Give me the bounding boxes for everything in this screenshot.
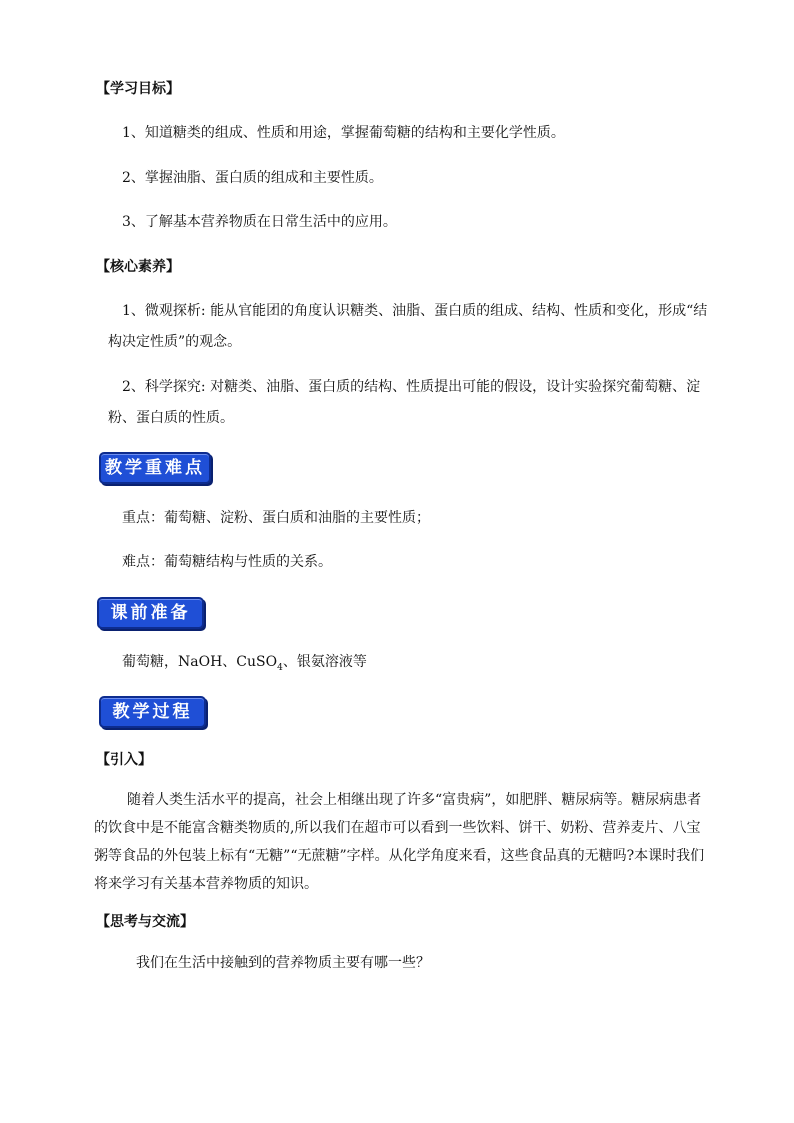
- preparation-text-after: 、银氨溶液等: [282, 654, 367, 670]
- literacy-item-2-line-2: 粉、蛋白质的性质。: [108, 410, 234, 426]
- literacy-heading: 【核心素养】: [96, 259, 180, 275]
- discuss-heading: 【思考与交流】: [96, 914, 194, 930]
- literacy-item-1-line-2: 构决定性质”的观念。: [108, 334, 242, 350]
- process-banner: 教学过程: [99, 696, 206, 728]
- difficult-point-text: 难点：葡萄糖结构与性质的关系。: [122, 554, 332, 570]
- preparation-text-before: 葡萄糖，NaOH、CuSO: [122, 654, 278, 670]
- preparation-subscript: 4: [277, 662, 283, 673]
- key-points-banner: 教学重难点: [99, 452, 211, 484]
- objective-item-1: 1、知道糖类的组成、性质和用途，掌握葡萄糖的结构和主要化学性质。: [122, 125, 565, 141]
- discuss-question: 我们在生活中接触到的营养物质主要有哪一些？: [136, 955, 430, 971]
- intro-line-4: 将来学习有关基本营养物质的知识。: [94, 876, 318, 892]
- literacy-item-1-line-1: 1、微观探析: 能从官能团的角度认识糖类、油脂、蛋白质的组成、结构、性质和变化，形成“结: [122, 303, 708, 319]
- preparation-banner: 课前准备: [97, 597, 204, 629]
- preparation-text: [122, 653, 367, 677]
- intro-heading: 【引入】: [96, 752, 152, 768]
- intro-line-2: 的饮食中是不能富含糖类物质的,所以我们在超市可以看到一些饮料、饼干、奶粉、营养麦片、八宝: [94, 820, 701, 836]
- intro-line-3: 粥等食品的外包装上标有“无糖”“无蔗糖”字样。从化学角度来看，这些食品真的无糖吗?本课时我们: [94, 848, 705, 864]
- literacy-item-2-line-1: 2、科学探究: 对糖类、油脂、蛋白质的结构、性质提出可能的假设，设计实验探究葡萄糖、淀: [122, 379, 701, 395]
- key-point-text: 重点：葡萄糖、淀粉、蛋白质和油脂的主要性质；: [122, 510, 430, 526]
- objective-item-2: 2、掌握油脂、蛋白质的组成和主要性质。: [122, 170, 383, 186]
- objectives-heading: 【学习目标】: [96, 81, 180, 97]
- objective-item-3: 3、了解基本营养物质在日常生活中的应用。: [122, 214, 397, 230]
- intro-line-1: 随着人类生活水平的提高，社会上相继出现了许多“富贵病”，如肥胖、糖尿病等。糖尿病患者: [127, 792, 702, 808]
